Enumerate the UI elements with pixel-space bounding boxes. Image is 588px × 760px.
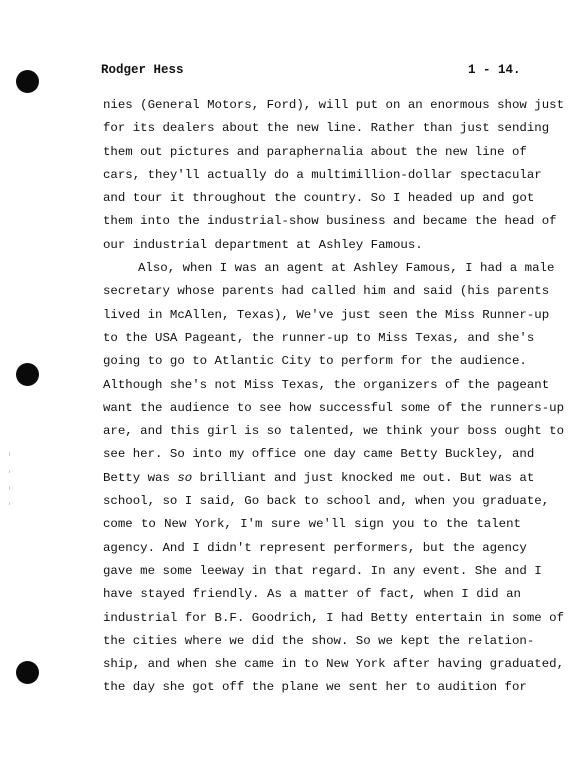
binder-hole-top	[16, 70, 39, 93]
binder-hole-middle	[16, 363, 39, 386]
text-line: Also, when I was an agent at Ashley Famous, I had a male	[138, 261, 555, 276]
page-number: 1 - 14.	[468, 63, 521, 77]
text-line: the cities where we did the show. So we kept the relation-	[103, 633, 535, 648]
text-line: nies (General Motors, Ford), will put on an enormous show just	[103, 98, 565, 112]
binder-hole-bottom	[16, 661, 39, 684]
text-line: and tour it throughout the country. So I headed up and got	[103, 191, 535, 206]
text-line: school, so I said, Go back to school and, when you graduate,	[103, 494, 550, 509]
text-line: for its dealers about the new line. Rather than just sending	[103, 121, 550, 136]
text-line: cars, they'll actually do a multimillion-dollar spectacular	[103, 167, 542, 182]
body-text	[103, 94, 565, 700]
text-line: going to go to Atlantic City to perform for the audience.	[103, 354, 527, 369]
text-line: have stayed friendly. As a matter of fact, when I did an	[103, 587, 521, 602]
text-line: ship, and when she came in to New York after having graduated,	[103, 657, 565, 672]
scan-speck	[9, 486, 10, 490]
scan-speck	[9, 502, 10, 505]
scan-speck	[9, 452, 10, 456]
text-line: gave me some leeway in that regard. In any event. She and I	[103, 563, 542, 578]
text-line: want the audience to see how successful some of the runners-up	[103, 400, 565, 415]
text-line: Betty was so brilliant and just knocked me out. But was at	[103, 470, 535, 485]
text-line: our industrial department at Ashley Famous.	[103, 237, 423, 252]
text-line: see her. So into my office one day came Betty Buckley, and	[103, 447, 535, 462]
text-line: them into the industrial-show business and became the head of	[103, 214, 557, 229]
text-line: industrial for B.F. Goodrich, I had Betty entertain in some of	[103, 610, 565, 625]
text-line: agency. And I didn't represent performers, but the agency	[103, 540, 527, 555]
text-line: them out pictures and paraphernalia about the new line of	[103, 144, 527, 159]
header-name: Rodger Hess	[101, 63, 184, 77]
text-line: secretary whose parents had called him and said (his parents	[103, 284, 550, 299]
text-line: lived in McAllen, Texas), We've just seen the Miss Runner-up	[103, 307, 550, 322]
text-line: to the USA Pageant, the runner-up to Miss Texas, and she's	[103, 330, 535, 345]
scan-speck	[9, 470, 10, 473]
text-line: come to New York, I'm sure we'll sign you to the talent	[103, 517, 521, 532]
text-line: Although she's not Miss Texas, the organizers of the pageant	[103, 377, 550, 392]
text-line: the day she got off the plane we sent her to audition for	[103, 680, 527, 695]
text-line: are, and this girl is so talented, we think your boss ought to	[103, 424, 565, 439]
